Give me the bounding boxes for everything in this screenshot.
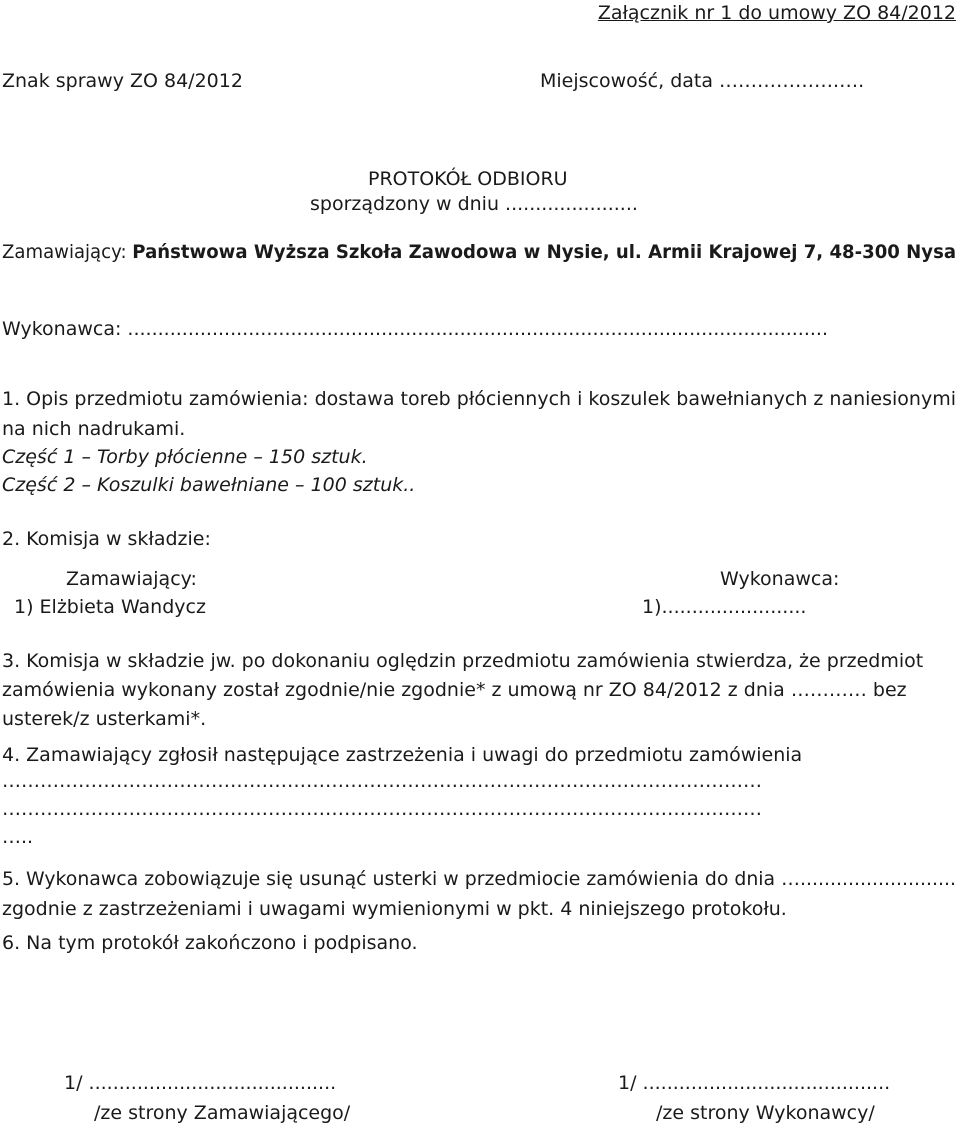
- section3-line3: usterek/z usterkami*.: [2, 708, 207, 730]
- section3-line1: 3. Komisja w składzie jw. po dokonaniu oględzin przedmiotu zamówienia stwierdza, że przedmiot: [2, 650, 924, 672]
- signature-label-contractor: /ze strony Wykonawcy/: [656, 1102, 875, 1124]
- place-date: Miejscowość, data ……………….….: [540, 70, 865, 92]
- orderer-line: [2, 243, 956, 262]
- case-reference: Znak sprawy ZO 84/2012: [2, 70, 243, 92]
- signature-line-contractor: 1/ .........................................: [618, 1072, 891, 1094]
- committee-contractor-label: Wykonawca:: [720, 568, 840, 590]
- section4-dots2: …………………………………………………………………………………………………………: [2, 798, 762, 820]
- contractor-label: Wykonawca:: [2, 318, 122, 340]
- document-subtitle: sporządzony w dniu ......................: [310, 193, 638, 215]
- section1-line1: 1. Opis przedmiotu zamówienia: dostawa toreb płóciennych i koszulek bawełnianych z naniesionymi: [2, 388, 956, 410]
- section6-line1: 6. Na tym protokół zakończono i podpisano.: [2, 932, 418, 954]
- committee-orderer-label: Zamawiający:: [66, 568, 197, 590]
- section1-line2: na nich nadrukami.: [2, 418, 186, 440]
- contractor-line: [2, 320, 828, 339]
- section4-dots3: …..: [2, 826, 34, 848]
- section3-line2: zamówienia wykonany został zgodnie/nie zgodnie* z umową nr ZO 84/2012 z dnia ………… bez: [2, 679, 907, 701]
- orderer-label: Zamawiający:: [2, 241, 127, 263]
- section4-dots1: …………………………………………………………………………………………………………: [2, 770, 762, 792]
- signature-label-orderer: /ze strony Zamawiającego/: [94, 1102, 351, 1124]
- section5-line2: zgodnie z zastrzeżeniami i uwagami wymienionymi w pkt. 4 niniejszego protokołu.: [2, 898, 787, 920]
- part1-description: Część 1 – Torby płócienne – 150 sztuk.: [2, 446, 368, 468]
- document-title: PROTOKÓŁ ODBIORU: [368, 168, 568, 190]
- section5-line1: 5. Wykonawca zobowiązuje się usunąć usterki w przedmiocie zamówienia do dnia …..........................: [2, 868, 956, 890]
- section2-heading: 2. Komisja w składzie:: [2, 528, 211, 550]
- contractor-dots: ....................................................................................................................: [127, 318, 829, 340]
- orderer-value: Państwowa Wyższa Szkoła Zawodowa w Nysie, ul. Armii Krajowej 7, 48-300 Nysa: [132, 241, 957, 263]
- committee-contractor-member: 1)........................: [642, 596, 807, 618]
- signature-line-orderer: 1/ .........................................: [64, 1072, 337, 1094]
- committee-orderer-member: 1) Elżbieta Wandycz: [14, 596, 206, 618]
- annex-note: Załącznik nr 1 do umowy ZO 84/2012: [597, 2, 956, 24]
- section4-line1: 4. Zamawiający zgłosił następujące zastrzeżenia i uwagi do przedmiotu zamówienia: [2, 744, 803, 766]
- part2-description: Część 2 – Koszulki bawełniane – 100 sztuk..: [2, 474, 416, 496]
